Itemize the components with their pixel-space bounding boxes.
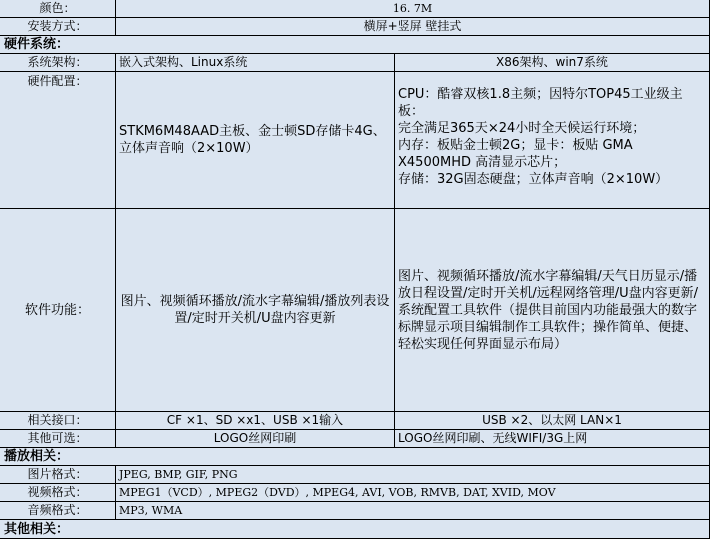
label-software: 软件功能： [0,209,116,412]
value-install: 横屏+竖屏 壁挂式 [116,18,710,36]
row-audio-format [0,502,710,520]
row-video-format [0,484,710,502]
label-video-format: 视频格式： [0,484,116,502]
value-config-b: CPU：酷睿双核1.8主频；因特尔TOP45工业级主板： 完全满足365天×24小时全天候运行环境； 内存：板贴金士顿2G；显卡：板贴 GMA X4500MHD 高清显示芯片； 存储：32G固态硬盘；立体声音响（2×10W） [395,72,710,209]
label-config: 硬件配置： [0,72,116,209]
label-install: 安装方式： [0,18,116,36]
label-image-format: 图片格式： [0,466,116,484]
label-options: 其他可选： [0,430,116,448]
value-software-b-text: 图片、视频循环播放/流水字幕编辑/天气日历显示/播放日程设置/定时开关机/远程网络管理/U盘内容更新/系统配置工具软件（提供目前国内功能最强大的数字标牌显示项目编辑制作工具软件；操作简单、便捷、轻松实现任何界面显示布局） [398,268,699,352]
value-ports-b: USB ×2、以太网 LAN×1 [395,412,710,430]
label-ports: 相关接口： [0,412,116,430]
label-arch: 系统架构： [0,54,116,72]
section-hardware: 硬件系统： [0,36,710,54]
row-hardware-section [0,36,710,54]
value-video-format: MPEG1（VCD）, MPEG2（DVD）, MPEG4, AVI, VOB, RMVB, DAT, XVID, MOV [116,484,710,502]
value-color: 16. 7M [116,0,710,18]
row-arch [0,54,710,72]
value-options-a: LOGO丝网印刷 [116,430,395,448]
value-audio-format: MP3, WMA [116,502,710,520]
value-config-a-text: STKM6M48AAD主板、金士顿SD存储卡4G、立体声音响（2×10W） [119,124,386,156]
label-color: 颜色： [0,0,116,18]
label-audio-format: 音频格式： [0,502,116,520]
section-playback: 播放相关： [0,448,710,466]
row-ports [0,412,710,430]
value-options-b: LOGO丝网印刷、无线WIFI/3G上网 [395,430,710,448]
value-ports-a: CF ×1、SD ×x1、USB ×1输入 [116,412,395,430]
row-install [0,18,710,36]
value-arch-a: 嵌入式架构、Linux系统 [116,54,395,72]
row-other-section [0,520,710,539]
section-other: 其他相关： [0,520,710,539]
value-config-a [116,72,395,209]
value-arch-b: X86架构、win7系统 [395,54,710,72]
row-options [0,430,710,448]
row-software [0,209,710,412]
value-image-format: JPEG, BMP, GIF, PNG [116,466,710,484]
row-color [0,0,710,18]
value-software-a [116,209,395,412]
value-software-a-text: 图片、视频循环播放/流水字幕编辑/播放列表设置/定时开关机/U盘内容更新 [120,294,390,326]
row-config [0,72,710,209]
row-playback-section [0,448,710,466]
row-image-format [0,466,710,484]
value-software-b [395,209,710,412]
